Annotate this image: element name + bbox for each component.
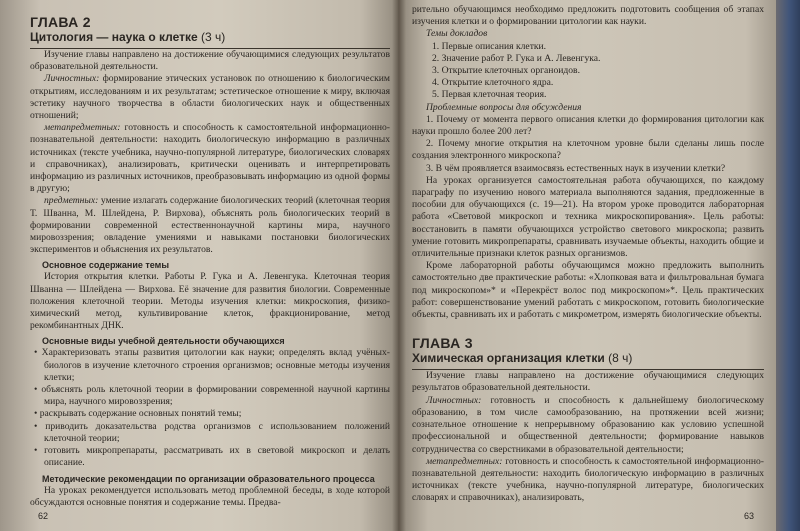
book-gutter	[392, 0, 406, 531]
subject-results	[30, 195, 390, 256]
activity-item: • приводить доказательства родства организмов с использованием положений клеточной теории;	[34, 420, 390, 444]
list-item: 5. Первая клеточная теория.	[432, 89, 547, 101]
topic-title-row	[30, 30, 390, 49]
content-paragraph: История открытия клетки. Работы Р. Гука и А. Левенгука. Клеточная теория Шванна — Шлейдена — Вирхова. Её значение для развития биологии. Современные положения клеточной теории. Методы изучения клетки: микроскопия, физико-химический метод, культивирование клеток, фракционирование, метод рекомбинантных ДНК.	[30, 271, 390, 332]
personal-label: Личностных:	[426, 394, 482, 406]
personal-label: Личностных:	[44, 73, 100, 85]
right-page	[398, 0, 776, 531]
intro-paragraph: Изучение главы направлено на достижение обучающимися следующих результатов образовательной деятельности.	[30, 49, 390, 73]
content-heading: Основное содержание темы	[42, 260, 170, 271]
question-item: 1. Почему от момента первого описания клетки до формирования цитологии как науки прошло более 200 лет?	[412, 113, 764, 138]
question-item: 3. В чём проявляется взаимосвязь естественных наук в изучении клетки?	[426, 162, 726, 174]
topic-hours: (3 ч)	[201, 30, 226, 44]
personal-text: формирование этических установок по отношению к биологическим открытиям, исследованиям и их результатам; эстетическое отношение к миру, включая эстетику научного творчества в области биологических наук и общественных отношений;	[30, 73, 391, 122]
topic-title-row	[412, 351, 764, 370]
meta-label: метапредметных:	[426, 455, 503, 467]
topics-list	[412, 41, 764, 102]
list-item: 4. Открытие клеточного ядра.	[432, 77, 554, 89]
activity-item: • раскрывать содержание основных понятий темы;	[34, 408, 242, 420]
page-number: 62	[38, 511, 49, 521]
personal-results	[30, 73, 390, 122]
activity-item: • Характеризовать этапы развития цитологии как науки; определять вклад учёных-биологов в изучение клеточного строения организмов; основные методы изучения клетки;	[34, 347, 390, 383]
topic-title-text: Цитология — наука о клетке	[30, 30, 198, 44]
lesson-paragraph: На уроках организуется самостоятельная работа обучающихся, по каждому параграфу по изучению нового материала выполняются задания, предложенные в пособии для обучающихся (с. 19—21). На втором уроке проводится лабораторная работа «Световой микроскоп и техника микроскопирования». Цель работы: восстановить в памяти обучающихся устройство светового микроскопа; развить умение готовить микропрепараты, сравнивать изучаемые объекты, находить общие и отличительные признаки клеток разных организмов.	[412, 174, 764, 260]
meta-text: готовность и способность к самостоятельной информационно-познавательной деятельности: находить биологическую информацию в различных источниках (тексте учебника, научно-популярной литературе, биологических словарях и справочниках), анализировать,	[412, 455, 764, 504]
topic-hours: (8 ч)	[608, 351, 633, 366]
list-item: 1. Первые описания клетки.	[432, 40, 547, 52]
activities-heading: Основные виды учебной деятельности обучающихся	[42, 336, 285, 347]
meta-text: готовность и способность к самостоятельной информационно-познавательной деятельности: находить биологическую информацию в различных источниках (тексте учебника, научно-популярной литературе, биологических словарях и справочниках), анализировать, критически оценивать и интерпретировать информацию из различных источников, преобразовывать информацию из одной формы в другую;	[30, 122, 390, 195]
subject-label: предметных:	[44, 195, 99, 207]
personal-text: готовность и способность к дальнейшему биологическому образованию, в том числе самообразованию, на протяжении всей жизни; сознательное отношение к непрерывному образованию как условию успешной профессиональной и общественной деятельности; формирование навыков сотрудничества со сверстниками в образовательной деятельности;	[412, 394, 764, 455]
topics-heading: Темы докладов	[426, 28, 488, 40]
practical-paragraph: Кроме лабораторной работы обучающимся можно предложить выполнить самостоятельно две практические работы: «Хлопковая вата и фильтровальная бумага под микроскопом»* и «Перекрёст волос под микроскопом»*. Цель практических работ: совершенствование умений работать с микроскопом, готовить биологические объекты, сравнивать их и работать с микрометром, измерять биологические объекты.	[412, 260, 764, 321]
topic-title	[30, 30, 390, 44]
activity-item: • объяснять роль клеточной теории в формировании современной научной картины мира, научного мировоззрения;	[34, 384, 390, 408]
method-heading: Методические рекомендации по организации образовательного процесса	[42, 473, 375, 484]
meta-label: метапредметных:	[44, 122, 121, 134]
intro-paragraph: Изучение главы направлено на достижение обучающимися следующих результатов образовательной деятельности.	[412, 370, 764, 394]
method-paragraph: На уроках рекомендуется использовать метод проблемной беседы, в ходе которой обсуждаются основные понятия и содержание темы. Предва-	[30, 484, 390, 508]
background-edge	[776, 0, 800, 531]
continuation-paragraph: рительно обучающимся необходимо предложить подготовить сообщения об этапах изучения клетки и о формировании цитологии как науки.	[412, 4, 764, 28]
activity-item: • готовить микропрепараты, рассматривать их в световой микроскоп и делать описание.	[34, 445, 390, 469]
meta-results	[412, 456, 764, 505]
topic-title	[412, 351, 764, 365]
questions-heading: Проблемные вопросы для обсуждения	[426, 101, 582, 113]
question-item: 2. Почему многие открытия на клеточном уровне были сделаны лишь после создания электронного микроскопа?	[412, 138, 764, 162]
personal-results	[412, 395, 764, 456]
subject-text: умение излагать содержание биологических теорий (клеточная теория Т. Шванна, М. Шлейдена, Р. Вирхова), объяснять роль биологических теорий в формировании современной естественнонаучной картины мира, научного мировоззрения; овладение умениями и навыками постановки биологических экспериментов и объяснения их результатов.	[30, 195, 390, 256]
page-number: 63	[743, 511, 754, 521]
meta-results	[30, 122, 390, 195]
topic-title-text: Химическая организация клетки	[412, 351, 605, 366]
list-item: 2. Значение работ Р. Гука и А. Левенгука.	[432, 52, 601, 64]
chapter-heading: ГЛАВА 3	[412, 335, 473, 352]
chapter-heading: ГЛАВА 2	[30, 14, 91, 30]
list-item: 3. Открытие клеточных органоидов.	[432, 65, 580, 77]
